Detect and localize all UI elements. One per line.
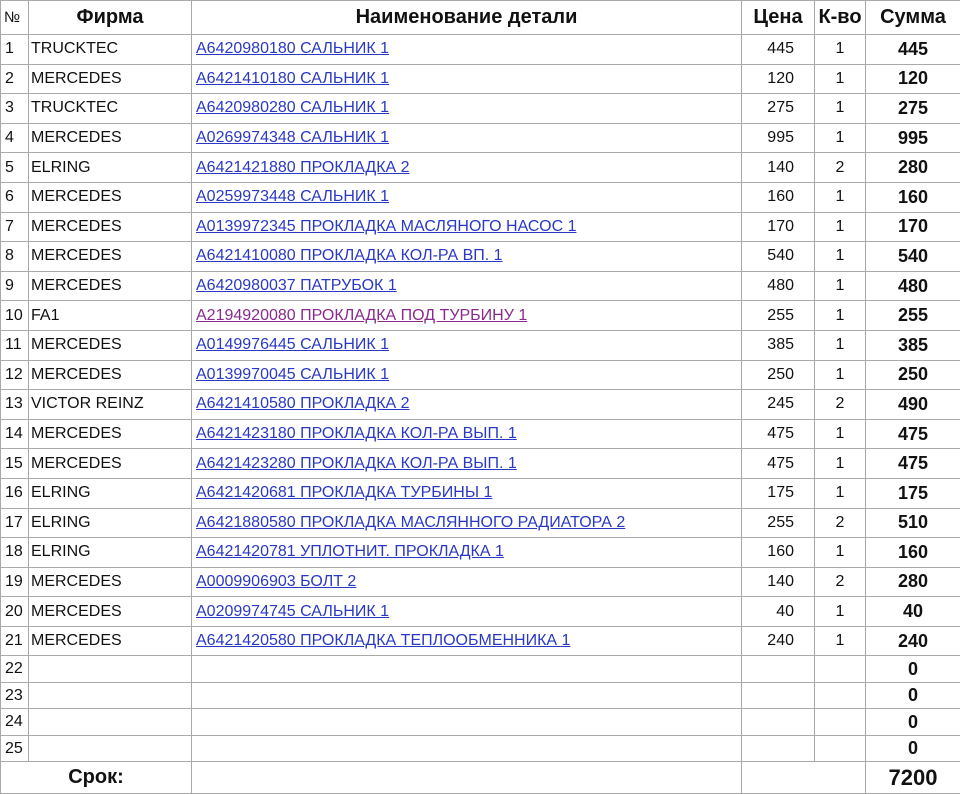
part-link[interactable]: A6420980280 САЛЬНИК 1 [196,99,389,116]
part-link[interactable]: A6421420681 ПРОКЛАДКА ТУРБИНЫ 1 [196,484,492,501]
row-firm: ELRING [29,153,192,183]
table-row [1,626,960,656]
row-sum: 175 [866,478,960,508]
part-link[interactable]: A6420980037 ПАТРУБОК 1 [196,277,397,294]
header-number: № [1,1,29,35]
table-row [1,212,960,242]
part-link[interactable]: A6421423280 ПРОКЛАДКА КОЛ-РА ВЫП. 1 [196,455,517,472]
row-sum: 475 [866,419,960,449]
row-quantity [815,682,866,709]
row-part-cell [192,735,742,762]
row-part-cell [192,682,742,709]
table-row [1,360,960,390]
row-part-cell [192,242,742,272]
row-number: 25 [1,735,29,762]
row-number: 3 [1,94,29,124]
header-firm: Фирма [29,1,192,35]
row-number: 8 [1,242,29,272]
row-part-cell [192,271,742,301]
part-link[interactable]: A0269974348 САЛЬНИК 1 [196,129,389,146]
part-link[interactable]: A6421410580 ПРОКЛАДКА 2 [196,395,410,412]
row-firm: VICTOR REINZ [29,390,192,420]
row-part-cell [192,212,742,242]
row-price: 255 [742,508,815,538]
table-row [1,182,960,212]
row-part-cell [192,508,742,538]
row-number: 7 [1,212,29,242]
part-link[interactable]: A6420980180 САЛЬНИК 1 [196,40,389,57]
row-price: 175 [742,478,815,508]
footer-row [1,762,960,794]
table-row [1,567,960,597]
row-price: 275 [742,94,815,124]
row-firm [29,656,192,683]
part-link[interactable]: A6421410080 ПРОКЛАДКА КОЛ-РА ВП. 1 [196,247,503,264]
row-part-cell [192,626,742,656]
row-part-cell [192,538,742,568]
row-sum: 0 [866,682,960,709]
row-number: 14 [1,419,29,449]
header-quantity: К-во [815,1,866,35]
row-part-cell [192,123,742,153]
row-price: 995 [742,123,815,153]
row-quantity: 1 [815,449,866,479]
row-sum: 385 [866,330,960,360]
table-row [1,508,960,538]
row-sum: 510 [866,508,960,538]
table-row [1,153,960,183]
row-price: 160 [742,538,815,568]
row-part-cell [192,390,742,420]
row-price: 140 [742,153,815,183]
row-sum: 40 [866,597,960,627]
row-firm: FA1 [29,301,192,331]
row-number: 12 [1,360,29,390]
row-sum: 275 [866,94,960,124]
row-firm [29,682,192,709]
row-sum: 250 [866,360,960,390]
row-part-cell [192,449,742,479]
row-price: 250 [742,360,815,390]
row-number: 19 [1,567,29,597]
row-part-cell [192,153,742,183]
grand-total: 7200 [866,762,960,794]
row-number: 11 [1,330,29,360]
part-link[interactable]: A0149976445 САЛЬНИК 1 [196,336,389,353]
row-price: 120 [742,64,815,94]
part-link[interactable]: A6421880580 ПРОКЛАДКА МАСЛЯННОГО РАДИАТОРА 2 [196,514,625,531]
header-price: Цена [742,1,815,35]
row-number: 1 [1,35,29,65]
row-sum: 475 [866,449,960,479]
part-link[interactable]: A6421420580 ПРОКЛАДКА ТЕПЛООБМЕННИКА 1 [196,632,570,649]
row-quantity: 1 [815,597,866,627]
row-quantity: 1 [815,123,866,153]
row-quantity: 1 [815,626,866,656]
row-part-cell [192,182,742,212]
row-sum: 0 [866,735,960,762]
row-firm [29,709,192,736]
row-part-cell [192,567,742,597]
row-quantity: 2 [815,567,866,597]
row-number: 2 [1,64,29,94]
row-firm [29,735,192,762]
row-price [742,735,815,762]
footer-empty-cell [192,762,742,794]
header-row [1,1,960,35]
row-part-cell [192,64,742,94]
table-row [1,271,960,301]
row-part-cell [192,35,742,65]
row-number: 21 [1,626,29,656]
row-price [742,656,815,683]
row-part-cell [192,301,742,331]
table-row [1,538,960,568]
row-firm: TRUCKTEC [29,35,192,65]
row-quantity: 1 [815,212,866,242]
row-sum: 280 [866,153,960,183]
row-firm: MERCEDES [29,626,192,656]
table-row [1,301,960,331]
row-quantity: 1 [815,301,866,331]
row-price: 140 [742,567,815,597]
row-firm: MERCEDES [29,567,192,597]
row-quantity: 1 [815,478,866,508]
row-number: 13 [1,390,29,420]
part-link[interactable]: A6421421880 ПРОКЛАДКА 2 [196,159,410,176]
table-body [1,35,960,762]
row-sum: 480 [866,271,960,301]
row-quantity: 1 [815,271,866,301]
row-price: 480 [742,271,815,301]
row-firm: MERCEDES [29,360,192,390]
row-firm: MERCEDES [29,271,192,301]
row-sum: 490 [866,390,960,420]
row-part-cell [192,597,742,627]
row-number: 15 [1,449,29,479]
term-label: Срок: [1,762,192,794]
row-price: 445 [742,35,815,65]
row-firm: ELRING [29,508,192,538]
row-price: 160 [742,182,815,212]
row-price [742,682,815,709]
row-quantity: 1 [815,182,866,212]
row-firm: ELRING [29,538,192,568]
row-quantity: 1 [815,538,866,568]
row-quantity: 2 [815,390,866,420]
row-sum: 255 [866,301,960,331]
table-row [1,656,960,683]
row-part-cell [192,709,742,736]
row-firm: MERCEDES [29,64,192,94]
row-price: 540 [742,242,815,272]
row-sum: 240 [866,626,960,656]
table-row [1,123,960,153]
row-number: 18 [1,538,29,568]
row-firm: ELRING [29,478,192,508]
part-link[interactable]: A0139972345 ПРОКЛАДКА МАСЛЯНОГО НАСОС 1 [196,218,576,235]
table-row [1,478,960,508]
row-quantity: 2 [815,508,866,538]
table-row [1,735,960,762]
table-row [1,419,960,449]
row-number: 4 [1,123,29,153]
row-price: 245 [742,390,815,420]
row-price: 40 [742,597,815,627]
row-number: 22 [1,656,29,683]
part-link[interactable]: A0259973448 САЛЬНИК 1 [196,188,389,205]
row-quantity: 2 [815,153,866,183]
row-price: 170 [742,212,815,242]
row-sum: 0 [866,709,960,736]
row-quantity: 1 [815,360,866,390]
table-row [1,330,960,360]
table-row [1,597,960,627]
row-quantity [815,709,866,736]
row-price: 385 [742,330,815,360]
row-price: 475 [742,449,815,479]
row-number: 10 [1,301,29,331]
row-number: 9 [1,271,29,301]
table-row [1,35,960,65]
row-number: 24 [1,709,29,736]
table-row [1,390,960,420]
footer-empty-cell [742,762,866,794]
row-quantity: 1 [815,35,866,65]
row-quantity: 1 [815,242,866,272]
row-sum: 160 [866,182,960,212]
row-firm: TRUCKTEC [29,94,192,124]
part-link[interactable]: A6421420781 УПЛОТНИТ. ПРОКЛАДКА 1 [196,543,504,560]
part-link[interactable]: A6421410180 САЛЬНИК 1 [196,70,389,87]
row-firm: MERCEDES [29,449,192,479]
table-row [1,709,960,736]
table-row [1,242,960,272]
row-part-cell [192,330,742,360]
row-quantity: 1 [815,419,866,449]
row-number: 17 [1,508,29,538]
row-sum: 280 [866,567,960,597]
row-sum: 120 [866,64,960,94]
row-sum: 170 [866,212,960,242]
row-part-cell [192,478,742,508]
row-sum: 160 [866,538,960,568]
row-sum: 0 [866,656,960,683]
part-link[interactable]: A0209974745 САЛЬНИК 1 [196,603,389,620]
row-firm: MERCEDES [29,330,192,360]
row-firm: MERCEDES [29,212,192,242]
row-part-cell [192,360,742,390]
row-quantity [815,656,866,683]
table-row [1,449,960,479]
row-quantity: 1 [815,94,866,124]
row-number: 20 [1,597,29,627]
row-price: 475 [742,419,815,449]
part-link[interactable]: A0009906903 БОЛТ 2 [196,573,356,590]
table-row [1,94,960,124]
row-sum: 540 [866,242,960,272]
header-sum: Сумма [866,1,960,35]
row-price: 255 [742,301,815,331]
header-part-name: Наименование детали [192,1,742,35]
row-part-cell [192,94,742,124]
row-quantity [815,735,866,762]
table-row [1,64,960,94]
row-sum: 445 [866,35,960,65]
row-number: 5 [1,153,29,183]
row-firm: MERCEDES [29,123,192,153]
row-firm: MERCEDES [29,242,192,272]
row-firm: MERCEDES [29,419,192,449]
row-part-cell [192,419,742,449]
part-link[interactable]: A0139970045 САЛЬНИК 1 [196,366,389,383]
row-firm: MERCEDES [29,182,192,212]
row-number: 16 [1,478,29,508]
row-price [742,709,815,736]
row-quantity: 1 [815,64,866,94]
table-row [1,682,960,709]
row-number: 23 [1,682,29,709]
row-quantity: 1 [815,330,866,360]
row-part-cell [192,656,742,683]
part-link[interactable]: A2194920080 ПРОКЛАДКА ПОД ТУРБИНУ 1 [196,307,527,324]
row-firm: MERCEDES [29,597,192,627]
row-sum: 995 [866,123,960,153]
part-link[interactable]: A6421423180 ПРОКЛАДКА КОЛ-РА ВЫП. 1 [196,425,517,442]
row-price: 240 [742,626,815,656]
row-number: 6 [1,182,29,212]
